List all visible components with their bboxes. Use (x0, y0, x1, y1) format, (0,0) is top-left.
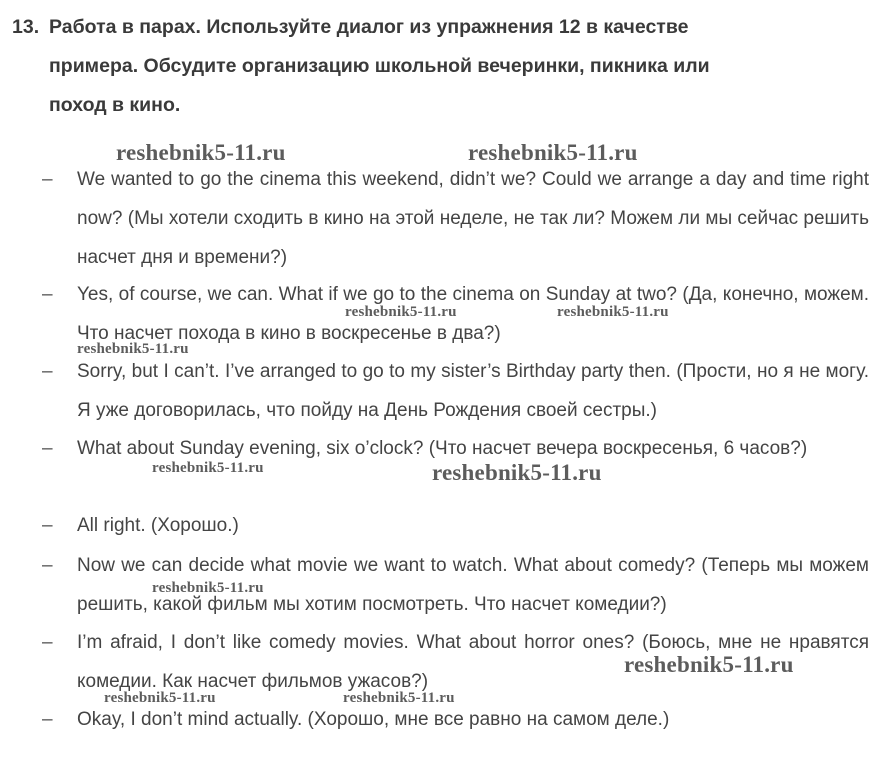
dialogue-dash: – (42, 438, 53, 459)
dialogue-text: Yes, of course, we can. What if we go to the cinema on Sunday at two? (Да, конечно, можем. Что насчет похода в кино в воскресенье в два?) (77, 284, 869, 344)
dialogue-text: All right. (Хорошо.) (77, 515, 239, 536)
dialogue-dash: – (42, 709, 53, 730)
dialogue-dash: – (42, 555, 53, 576)
watermark: reshebnik5-11.ru (468, 140, 638, 165)
dialogue-text: What about Sunday evening, six o’clock? (Что насчет вечера воскресенья, 6 часов?) (77, 438, 808, 459)
heading-line-2: примера. Обсудите организацию школьной вечеринки, пикника или (49, 55, 710, 77)
watermark: reshebnik5-11.ru (432, 460, 602, 485)
watermark: reshebnik5-11.ru (77, 341, 189, 357)
dialogue-dash: – (42, 361, 53, 382)
watermark: reshebnik5-11.ru (557, 304, 669, 320)
heading-line-3: поход в кино. (49, 94, 181, 116)
watermark: reshebnik5-11.ru (345, 304, 457, 320)
dialogue-text: Okay, I don’t mind actually. (Хорошо, мне все равно на самом деле.) (77, 709, 670, 730)
dialogue-dash: – (42, 632, 53, 653)
exercise-number: 13. (12, 16, 40, 38)
heading-line-1-text: Работа в парах. Используйте диалог из упражнения 12 в качестве (49, 16, 689, 38)
watermark: reshebnik5-11.ru (343, 690, 455, 706)
watermark: reshebnik5-11.ru (116, 140, 286, 165)
exercise-heading (12, 8, 872, 125)
watermark: reshebnik5-11.ru (624, 652, 794, 677)
watermark: reshebnik5-11.ru (152, 580, 264, 596)
dialogue-dash: – (42, 284, 53, 305)
watermark: reshebnik5-11.ru (152, 460, 264, 476)
dialogue-text: Now we can decide what movie we want to watch. What about comedy? (Теперь мы можем решить, какой фильм мы хотим посмотреть. Что насчет комедии?) (77, 555, 869, 615)
dialogue-dash: – (42, 169, 53, 190)
dialogue-dash: – (42, 515, 53, 536)
heading-line-1 (12, 8, 872, 47)
dialogue-text: I’m afraid, I don’t like comedy movies. What about horror ones? (Боюсь, мне не нравятся комедии. Как насчет фильмов ужасов?) (77, 632, 869, 692)
watermark: reshebnik5-11.ru (104, 690, 216, 706)
dialogue-text: We wanted to go the cinema this weekend, didn’t we? Could we arrange a day and time right now? (Мы хотели сходить в кино на этой неделе, не так ли? Можем ли мы сейчас решить насчет дня и времени?) (77, 169, 869, 268)
dialogue-text: Sorry, but I can’t. I’ve arranged to go to my sister’s Birthday party then. (Прости, но я не могу. Я уже договорилась, что пойду на День Рождения своей сестры.) (77, 361, 869, 421)
